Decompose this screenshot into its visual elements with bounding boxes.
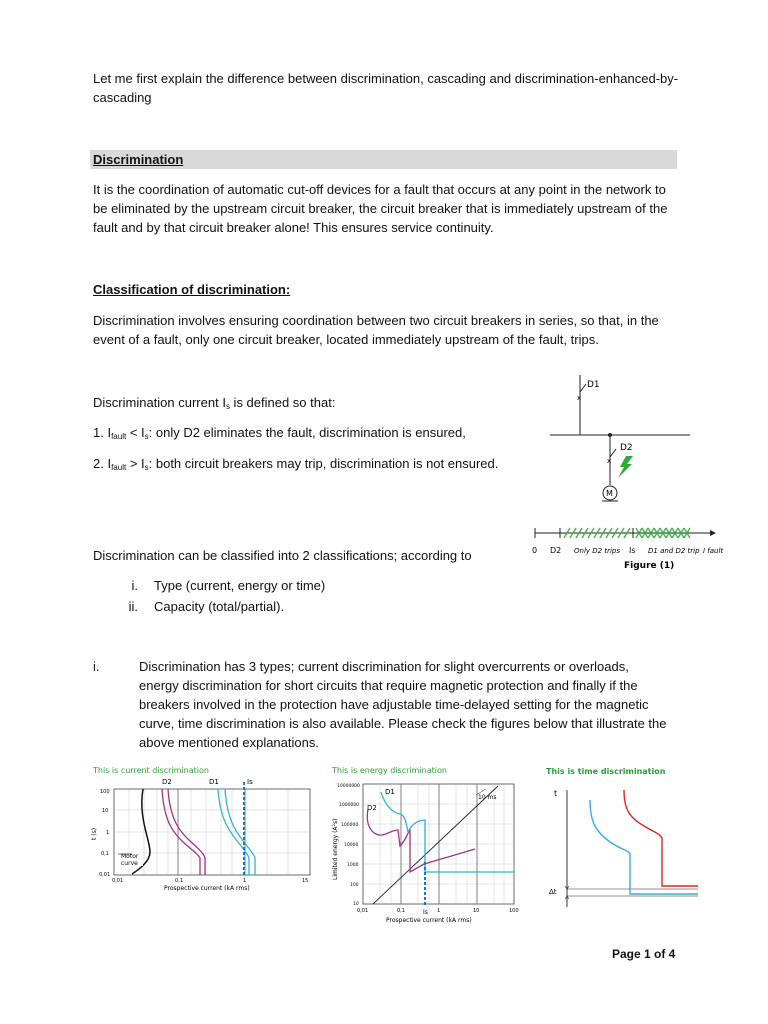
types-paragraph: [139, 657, 684, 752]
fault-bolt-icon: [618, 456, 633, 478]
page-number: Page 1 of 4: [612, 947, 676, 961]
current-ytick-01: 0,1: [101, 851, 109, 857]
current-ytick-10: 10: [102, 808, 109, 814]
d2-switch: [610, 449, 616, 457]
energy-label-is: Is: [423, 909, 428, 916]
d1-cross: x: [577, 394, 582, 402]
condition-item-2: 2. $I_{fault} > I_s$: both circuit breakers may trip, discrimination is not ensured.: [93, 456, 499, 472]
discrimination-paragraph: It is the coordination of automatic cut-off devices for a fault that occurs at any point in the network to be eliminated by the upstream circuit breaker, the circuit breaker that is immediately upstream of the fault and by that circuit breaker alone! This ensures service continuity.: [93, 182, 668, 235]
axis-only-d2: Only D2 trips: [574, 547, 620, 555]
motor-label: M: [606, 489, 613, 498]
types-line-3: breakers involved in the protection have adjustable time-delayed setting for the magnetic: [139, 697, 649, 712]
axis-ifault: I fault: [703, 547, 724, 555]
d2-cross: x: [607, 457, 612, 465]
classified-line: Discrimination can be classified into 2 classifications; according to: [93, 548, 472, 563]
axis-is: Is: [629, 546, 636, 555]
current-label-d1: D1: [209, 778, 219, 786]
intro-paragraph: Let me first explain the difference between discrimination, cascading and discrimination-enhanced-by-cascading: [93, 71, 679, 105]
energy-xtick-10: 10: [473, 908, 480, 914]
current-xtick-001: 0,01: [112, 878, 124, 884]
types-num: i.: [93, 659, 100, 674]
energy-y-label: Limited energy (A²s): [332, 818, 339, 880]
discrimination-heading: Discrimination: [93, 152, 184, 167]
time-dt-label: Δt: [549, 888, 557, 896]
energy-ytick-1e2: 100: [350, 883, 359, 888]
d2-label: D2: [620, 443, 633, 453]
types-line-4: curve, time discrimination is also available. Please check the figures below that illustrate the: [139, 716, 667, 731]
axis-zero: 0: [532, 546, 538, 555]
current-xtick-01: 0,1: [175, 878, 183, 884]
current-ytick-001: 0,01: [99, 872, 111, 878]
current-ytick-100: 100: [100, 789, 110, 795]
types-line-5: above mentioned explanations.: [139, 735, 319, 750]
d1-time-curve: [624, 790, 698, 886]
time-chart-title: This is time discrimination: [546, 767, 666, 776]
current-ytick-1: 1: [106, 830, 110, 836]
condition-item-1: 1. $I_{fault} < I_s$: only D2 eliminates the fault, discrimination is ensured,: [93, 425, 466, 441]
time-t-label: t: [554, 789, 558, 798]
figure-1-caption: Figure (1): [624, 561, 675, 571]
energy-xtick-100: 100: [509, 908, 519, 914]
current-discrimination-chart: [88, 762, 320, 902]
energy-label-d2: D2: [367, 804, 377, 812]
energy-ytick-1e4: 10000: [344, 843, 359, 848]
energy-ytick-1e7: 10000000: [337, 784, 360, 789]
energy-ytick-1e5: 100000: [341, 823, 359, 828]
current-label-d2: D2: [162, 778, 172, 786]
energy-xtick-01: 0,1: [397, 908, 405, 914]
list-num-1: i.: [131, 578, 138, 593]
busbar-node: [608, 433, 612, 437]
d1-switch: [580, 384, 586, 392]
classification-heading: Classification of discrimination:: [93, 282, 291, 297]
energy-ytick-1e3: 1000: [347, 863, 359, 868]
energy-xtick-001: 0,01: [357, 908, 369, 914]
axis-both: D1 and D2 trip: [648, 547, 700, 555]
figure-1-diagram: [532, 370, 740, 580]
types-line-2: energy discrimination for short circuits that require magnetic protection and finally if the: [139, 678, 638, 693]
current-label-is: Is: [247, 778, 253, 786]
energy-x-label: Prospective current (kA rms): [386, 917, 472, 924]
d2-time-curve: [590, 800, 698, 894]
classification-paragraph: Discrimination involves ensuring coordination between two circuit breakers in series, so that, in the event of a fault, only one circuit breaker, located immediately upstream of the fault, trips.: [93, 313, 659, 347]
energy-label-d1: D1: [385, 788, 395, 796]
energy-chart-title: This is energy discrimination: [332, 766, 447, 775]
list-num-2: ii.: [128, 599, 138, 614]
energy-discrimination-chart: [328, 762, 528, 930]
time-discrimination-chart: [540, 762, 700, 912]
energy-label-10ms: 10 ms: [478, 794, 497, 801]
motor-label-2: curve: [121, 860, 138, 867]
motor-label-1: Motor: [121, 853, 139, 860]
list-item-1: Type (current, energy or time): [154, 578, 326, 593]
types-line-1: Discrimination has 3 types; current discrimination for slight overcurrents or overloads,: [139, 659, 629, 674]
energy-ytick-1e6: 1000000: [339, 803, 360, 808]
energy-ytick-1e1: 10: [353, 902, 359, 907]
discrimination-current-line: Discrimination current $I_s$ is defined so that:: [93, 395, 336, 411]
current-y-label: t (s): [91, 827, 98, 840]
energy-xtick-1: 1: [437, 908, 441, 914]
current-x-label: Prospective current (kA rms): [164, 885, 250, 892]
current-xtick-15: 15: [302, 878, 309, 884]
d1-label: D1: [587, 380, 600, 390]
current-xtick-1: 1: [243, 878, 247, 884]
list-item-2: Capacity (total/partial).: [154, 599, 285, 614]
axis-arrow-icon: [710, 530, 716, 536]
current-chart-title: This is current discrimination: [93, 766, 209, 775]
axis-d2: D2: [550, 546, 562, 555]
